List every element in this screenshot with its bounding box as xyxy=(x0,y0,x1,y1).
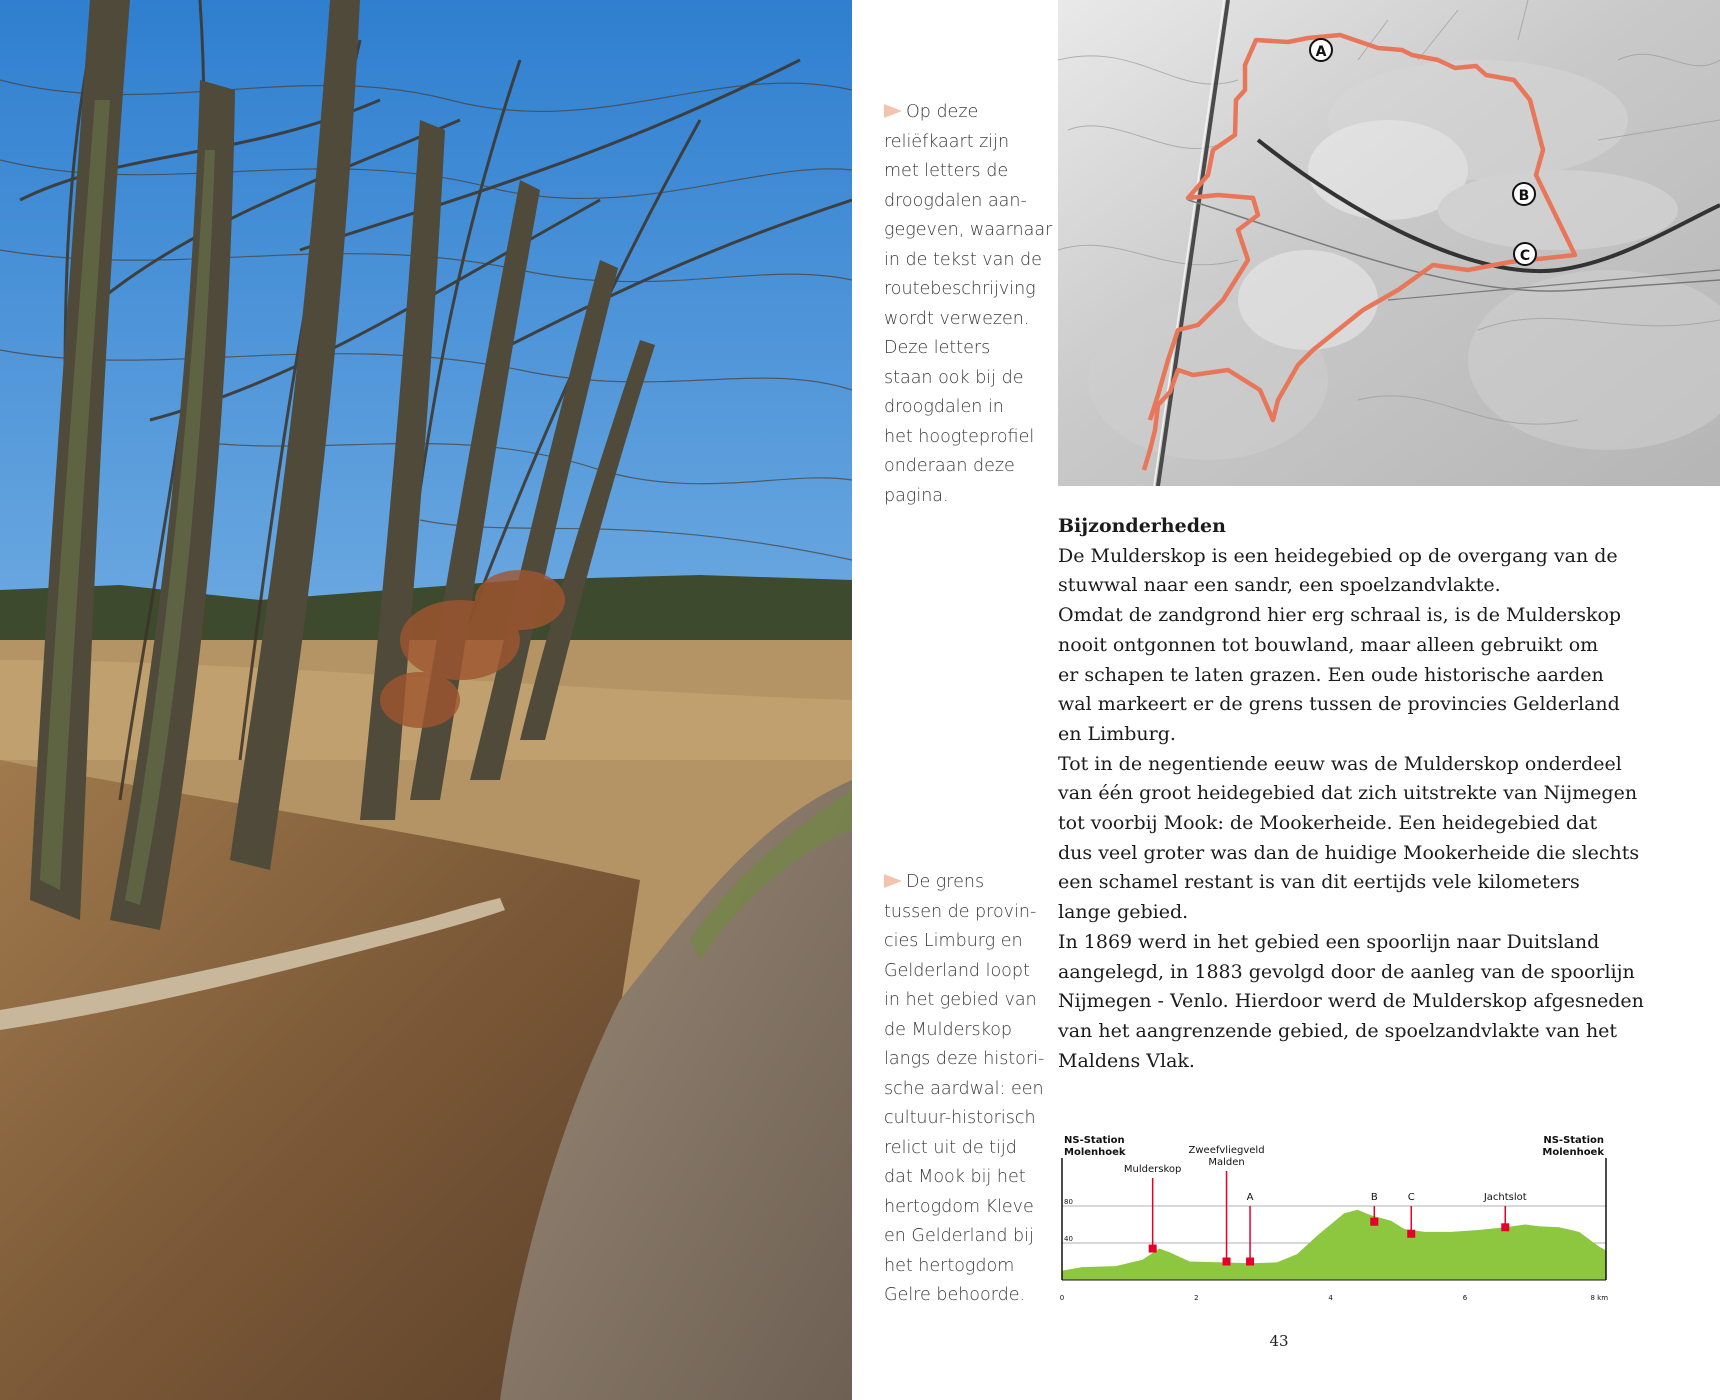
paragraph-line: Omdat de zandgrond hier erg schraal is, is de Mulderskop xyxy=(1058,604,1622,627)
sidenote-line: het hoogteprofiel xyxy=(884,426,1035,447)
sidenote-line: cultuur-historisch xyxy=(884,1108,1036,1128)
marker-label-b: B xyxy=(1518,188,1530,204)
point-label: C xyxy=(1407,1192,1415,1203)
paragraph-line: een schamel restant is van dit eertijds vele kilometers xyxy=(1058,871,1580,894)
body-text xyxy=(1058,512,1698,1076)
profile-area xyxy=(1062,1210,1606,1280)
endpoint-label-start: Molenhoek xyxy=(1064,1147,1126,1158)
sidenote-line: hertogdom Kleve xyxy=(884,1196,1034,1217)
paragraph-line: er schapen te laten grazen. Een oude historische aarden xyxy=(1058,663,1604,686)
sidenote-line: Gelderland loopt xyxy=(884,960,1030,981)
map-marker-b xyxy=(1513,183,1535,205)
sidenote-line: routebeschrijving xyxy=(884,279,1036,299)
point-marker xyxy=(1149,1245,1157,1253)
paragraph-line: lange gebied. xyxy=(1058,901,1189,924)
sidenote-line: droogdalen aan- xyxy=(884,190,1027,211)
sidenote-line: tussen de provin- xyxy=(884,901,1037,922)
paragraph-line: dus veel groter was dan de huidige Mookerheide die slechts xyxy=(1058,841,1640,864)
relief-map xyxy=(1058,0,1720,486)
x-tick-label: 6 xyxy=(1462,1294,1468,1302)
x-tick-label: 4 xyxy=(1328,1294,1333,1302)
sidenote-line: het hertogdom xyxy=(884,1255,1015,1276)
sidenote-line: cies Limburg en xyxy=(884,931,1023,951)
marker-label-c: C xyxy=(1519,248,1531,264)
paragraph-line: Nijmegen - Venlo. Hierdoor werd de Mulderskop afgesneden xyxy=(1058,990,1644,1013)
sidenote-line: onderaan deze xyxy=(884,456,1015,476)
map-marker-a xyxy=(1310,39,1332,61)
point-label: A xyxy=(1246,1192,1254,1203)
point-label: Jachtslot xyxy=(1483,1192,1527,1203)
sidenote-line: met letters de xyxy=(884,161,1009,181)
sidenote-line: Gelre behoorde. xyxy=(884,1285,1026,1305)
sidenote-relief-map xyxy=(884,98,1053,511)
point-label: Malden xyxy=(1208,1157,1245,1168)
paragraph-line: nooit ontgonnen tot bouwland, maar alleen gebruikt om xyxy=(1058,633,1599,656)
sidenote-line: in het gebied van xyxy=(884,990,1037,1010)
sidenote-line: gegeven, waarnaar xyxy=(884,220,1053,240)
sidenote-line: staan ook bij de xyxy=(884,367,1024,388)
paragraph-line: aangelegd, in 1883 gevolgd door de aanleg van de spoorlijn xyxy=(1058,960,1635,983)
paragraph-line: tot voorbij Mook: de Mookerheide. Een heidegebied dat xyxy=(1058,812,1598,835)
height-profile-chart xyxy=(1058,1128,1618,1308)
point-label: Zweefvliegveld xyxy=(1188,1145,1265,1156)
point-marker xyxy=(1246,1258,1254,1266)
x-tick-label: 8 km xyxy=(1590,1294,1609,1302)
sidenote-line: reliëfkaart zijn xyxy=(884,131,1010,152)
x-tick-label: 0 xyxy=(1059,1294,1065,1302)
y-tick-label: 40 xyxy=(1064,1235,1073,1243)
endpoint-label-start: NS-Station xyxy=(1064,1135,1125,1146)
sidenote-line: wordt verwezen. xyxy=(884,308,1030,329)
sidenote-line: sche aardwal: een xyxy=(884,1078,1044,1099)
paragraph-line: en Limburg. xyxy=(1058,722,1176,745)
marker-label-a: A xyxy=(1315,44,1327,60)
paragraph-line: wal markeert er de grens tussen de provincies Gelderland xyxy=(1058,693,1620,716)
sidenote-line: pagina. xyxy=(884,485,949,506)
map-marker-c xyxy=(1514,243,1536,265)
paragraph-line: De Mulderskop is een heidegebied op de overgang van de xyxy=(1058,544,1618,567)
sidenote-line: dat Mook bij het xyxy=(884,1167,1026,1187)
sidenote-line: relict uit de tijd xyxy=(884,1137,1017,1158)
sidenote-line: Deze letters xyxy=(884,338,991,358)
landscape-photo xyxy=(0,0,852,1400)
endpoint-label-end: Molenhoek xyxy=(1542,1147,1604,1158)
x-tick-label: 2 xyxy=(1194,1294,1199,1302)
endpoint-label-end: NS-Station xyxy=(1543,1135,1604,1146)
sidenote-line: langs deze histori- xyxy=(884,1049,1045,1069)
sidenote-line: droogdalen in xyxy=(884,397,1004,417)
sidenote-line: in de tekst van de xyxy=(884,249,1042,270)
paragraph-line: van één groot heidegebied dat zich uitstrekte van Nijmegen xyxy=(1058,782,1638,805)
paragraph-line: van het aangrenzende gebied, de spoelzandvlakte van het xyxy=(1058,1019,1618,1042)
paragraph-line: Tot in de negentiende eeuw was de Mulderskop onderdeel xyxy=(1058,752,1622,775)
paragraph-line: In 1869 werd in het gebied een spoorlijn naar Duitsland xyxy=(1058,930,1600,953)
point-label: B xyxy=(1370,1192,1378,1203)
section-heading: Bijzonderheden xyxy=(1058,515,1226,537)
sidenote-line: Op deze xyxy=(906,102,979,122)
paragraph-line: stuwwal naar een sandr, een spoelzandvlakte. xyxy=(1058,574,1501,597)
point-label: Mulderskop xyxy=(1123,1164,1182,1175)
sidenote-border xyxy=(884,868,1044,1311)
point-marker xyxy=(1407,1230,1415,1238)
point-marker xyxy=(1501,1223,1509,1231)
sidenote-line: De grens xyxy=(906,872,985,892)
sidenote-line: de Mulderskop xyxy=(884,1019,1013,1040)
arrow-icon xyxy=(884,874,902,888)
point-marker xyxy=(1223,1258,1231,1266)
sidenote-line: en Gelderland bij xyxy=(884,1226,1034,1246)
paragraph-line: Maldens Vlak. xyxy=(1058,1049,1195,1072)
y-tick-label: 80 xyxy=(1064,1198,1073,1206)
arrow-icon xyxy=(884,104,902,118)
point-marker xyxy=(1370,1218,1378,1226)
page-number: 43 xyxy=(1269,1332,1289,1350)
